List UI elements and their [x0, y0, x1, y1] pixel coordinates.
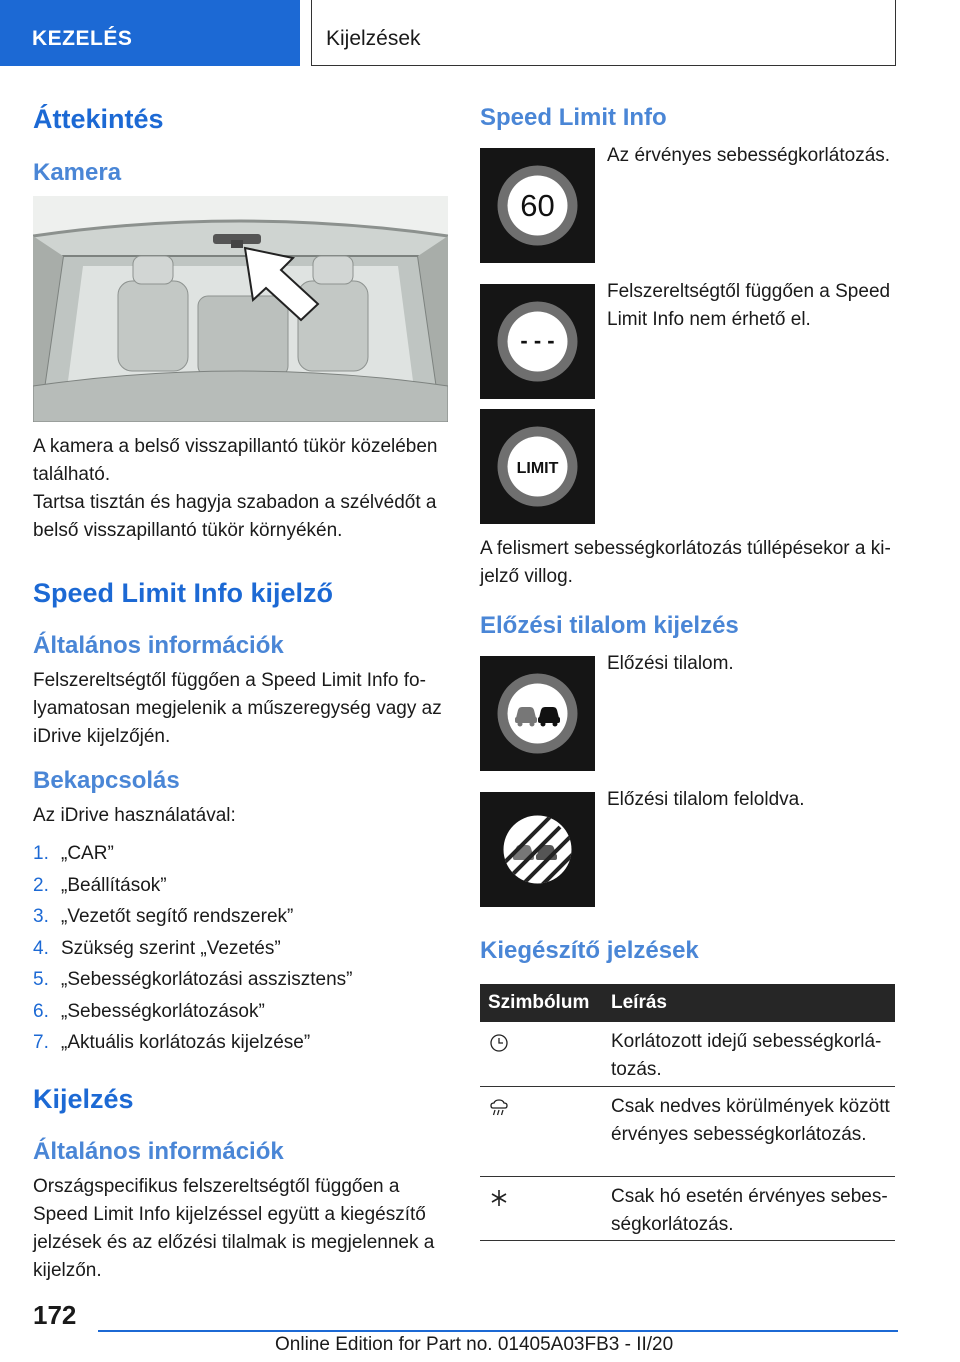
sign-dashes-value: - - - — [520, 328, 555, 353]
heading-general-info: Általános információk — [33, 632, 284, 659]
heading-display: Kijelzés — [33, 1084, 134, 1114]
table-row — [480, 1177, 895, 1241]
heading-sli: Speed Limit Info — [480, 104, 667, 131]
end-no-overtaking-sign — [480, 792, 595, 907]
column-header-symbol: Szimbólum — [488, 992, 590, 1013]
heading-activation: Bekapcsolás — [33, 767, 180, 794]
page-number: 172 — [33, 1300, 77, 1330]
table-row — [480, 1022, 895, 1087]
camera-care-text: Tartsa tisztán és hagyja szabadon a szélvédőt a belső visszapillantó tükör környékén. — [33, 492, 437, 541]
step-number: 3. — [33, 906, 49, 927]
no-overtaking-sign — [480, 656, 595, 771]
speed-limit-60-sign — [480, 148, 595, 263]
chapter-header — [311, 0, 896, 66]
step-number: 1. — [33, 843, 49, 864]
general-info-text: Felszereltségtől függően a Speed Limit Info folyamatosan megjelenik a műszeregység vagy az iDrive kijelzőjén. — [33, 670, 442, 747]
sign-limit-value: LIMIT — [516, 460, 559, 477]
step-text: Szükség szerint „Vezetés” — [61, 937, 281, 959]
heading-camera: Kamera — [33, 159, 122, 186]
step-number: 6. — [33, 1000, 49, 1022]
edition-text: Online Edition for Part no. 01405A03FB3 - II/20 — [275, 1334, 674, 1355]
row-description: Korlátozott idejű sebességkorlátozás. — [611, 1031, 882, 1080]
column-header-description: Leírás — [611, 992, 667, 1013]
section-tab — [0, 0, 300, 66]
step-text: „Beállítások” — [61, 874, 167, 896]
limit-sign — [480, 409, 595, 524]
activation-intro: Az iDrive használatával: — [33, 805, 236, 826]
step-text: „Vezetőt segítő rendszerek” — [61, 906, 294, 927]
chapter-label: Kijelzések — [326, 27, 421, 50]
row-description: Csak nedves körülmények között érvényes sebességkorlátozás. — [611, 1096, 890, 1145]
camera-location-text: A kamera a belső visszapillantó tükör közelében található. — [33, 436, 438, 485]
camera-illustration — [33, 196, 448, 422]
step-text: „Sebességkorlátozási asszisztens” — [61, 969, 353, 990]
end-no-overtaking-description: Előzési tilalom feloldva. — [607, 789, 805, 810]
table-header — [480, 984, 895, 1022]
rain-cloud-icon — [488, 1097, 510, 1119]
heading-speed-limit-info: Speed Limit Info kijelző — [33, 578, 334, 608]
speed-limit-unavailable-sign — [480, 284, 595, 399]
step-number: 7. — [33, 1032, 49, 1053]
step-number: 4. — [33, 937, 49, 959]
step-text: „Sebességkorlátozások” — [61, 1000, 265, 1022]
sign-60-value: 60 — [520, 188, 555, 223]
step-number: 2. — [33, 874, 49, 896]
footer-divider — [98, 1330, 898, 1332]
heading-additional-signs: Kiegészítő jelzések — [480, 937, 699, 964]
step-text: „CAR” — [61, 843, 114, 864]
table-row — [480, 1087, 895, 1177]
sign-unavailable-description: Felszereltségtől függően a Speed Limit Info nem érhető el. — [607, 281, 891, 330]
snowflake-icon — [488, 1187, 510, 1209]
section-label: KEZELÉS — [32, 27, 133, 50]
row-description: Csak hó esetén érvényes sebességkorlátozás. — [611, 1186, 888, 1235]
heading-general-info-2: Általános információk — [33, 1138, 284, 1165]
display-info-text: Országspecifikus felszereltségtől függően a Speed Limit Info kijelzéssel együtt a kiegészítő jelzések és az előzési tilalmak is megjelennek a kijelzőn. — [33, 1176, 435, 1281]
step-number: 5. — [33, 969, 49, 990]
heading-overview: Áttekintés — [33, 104, 164, 134]
no-overtaking-description: Előzési tilalom. — [607, 653, 734, 674]
clock-icon — [488, 1032, 510, 1054]
step-text: „Aktuális korlátozás kijelzése” — [61, 1032, 311, 1053]
sign-60-description: Az érvényes sebességkorlátozás. — [607, 145, 891, 166]
heading-no-overtaking: Előzési tilalom kijelzés — [480, 612, 739, 639]
exceed-warning-text: A felismert sebességkorlátozás túllépésekor a kijelző villog. — [480, 538, 891, 587]
